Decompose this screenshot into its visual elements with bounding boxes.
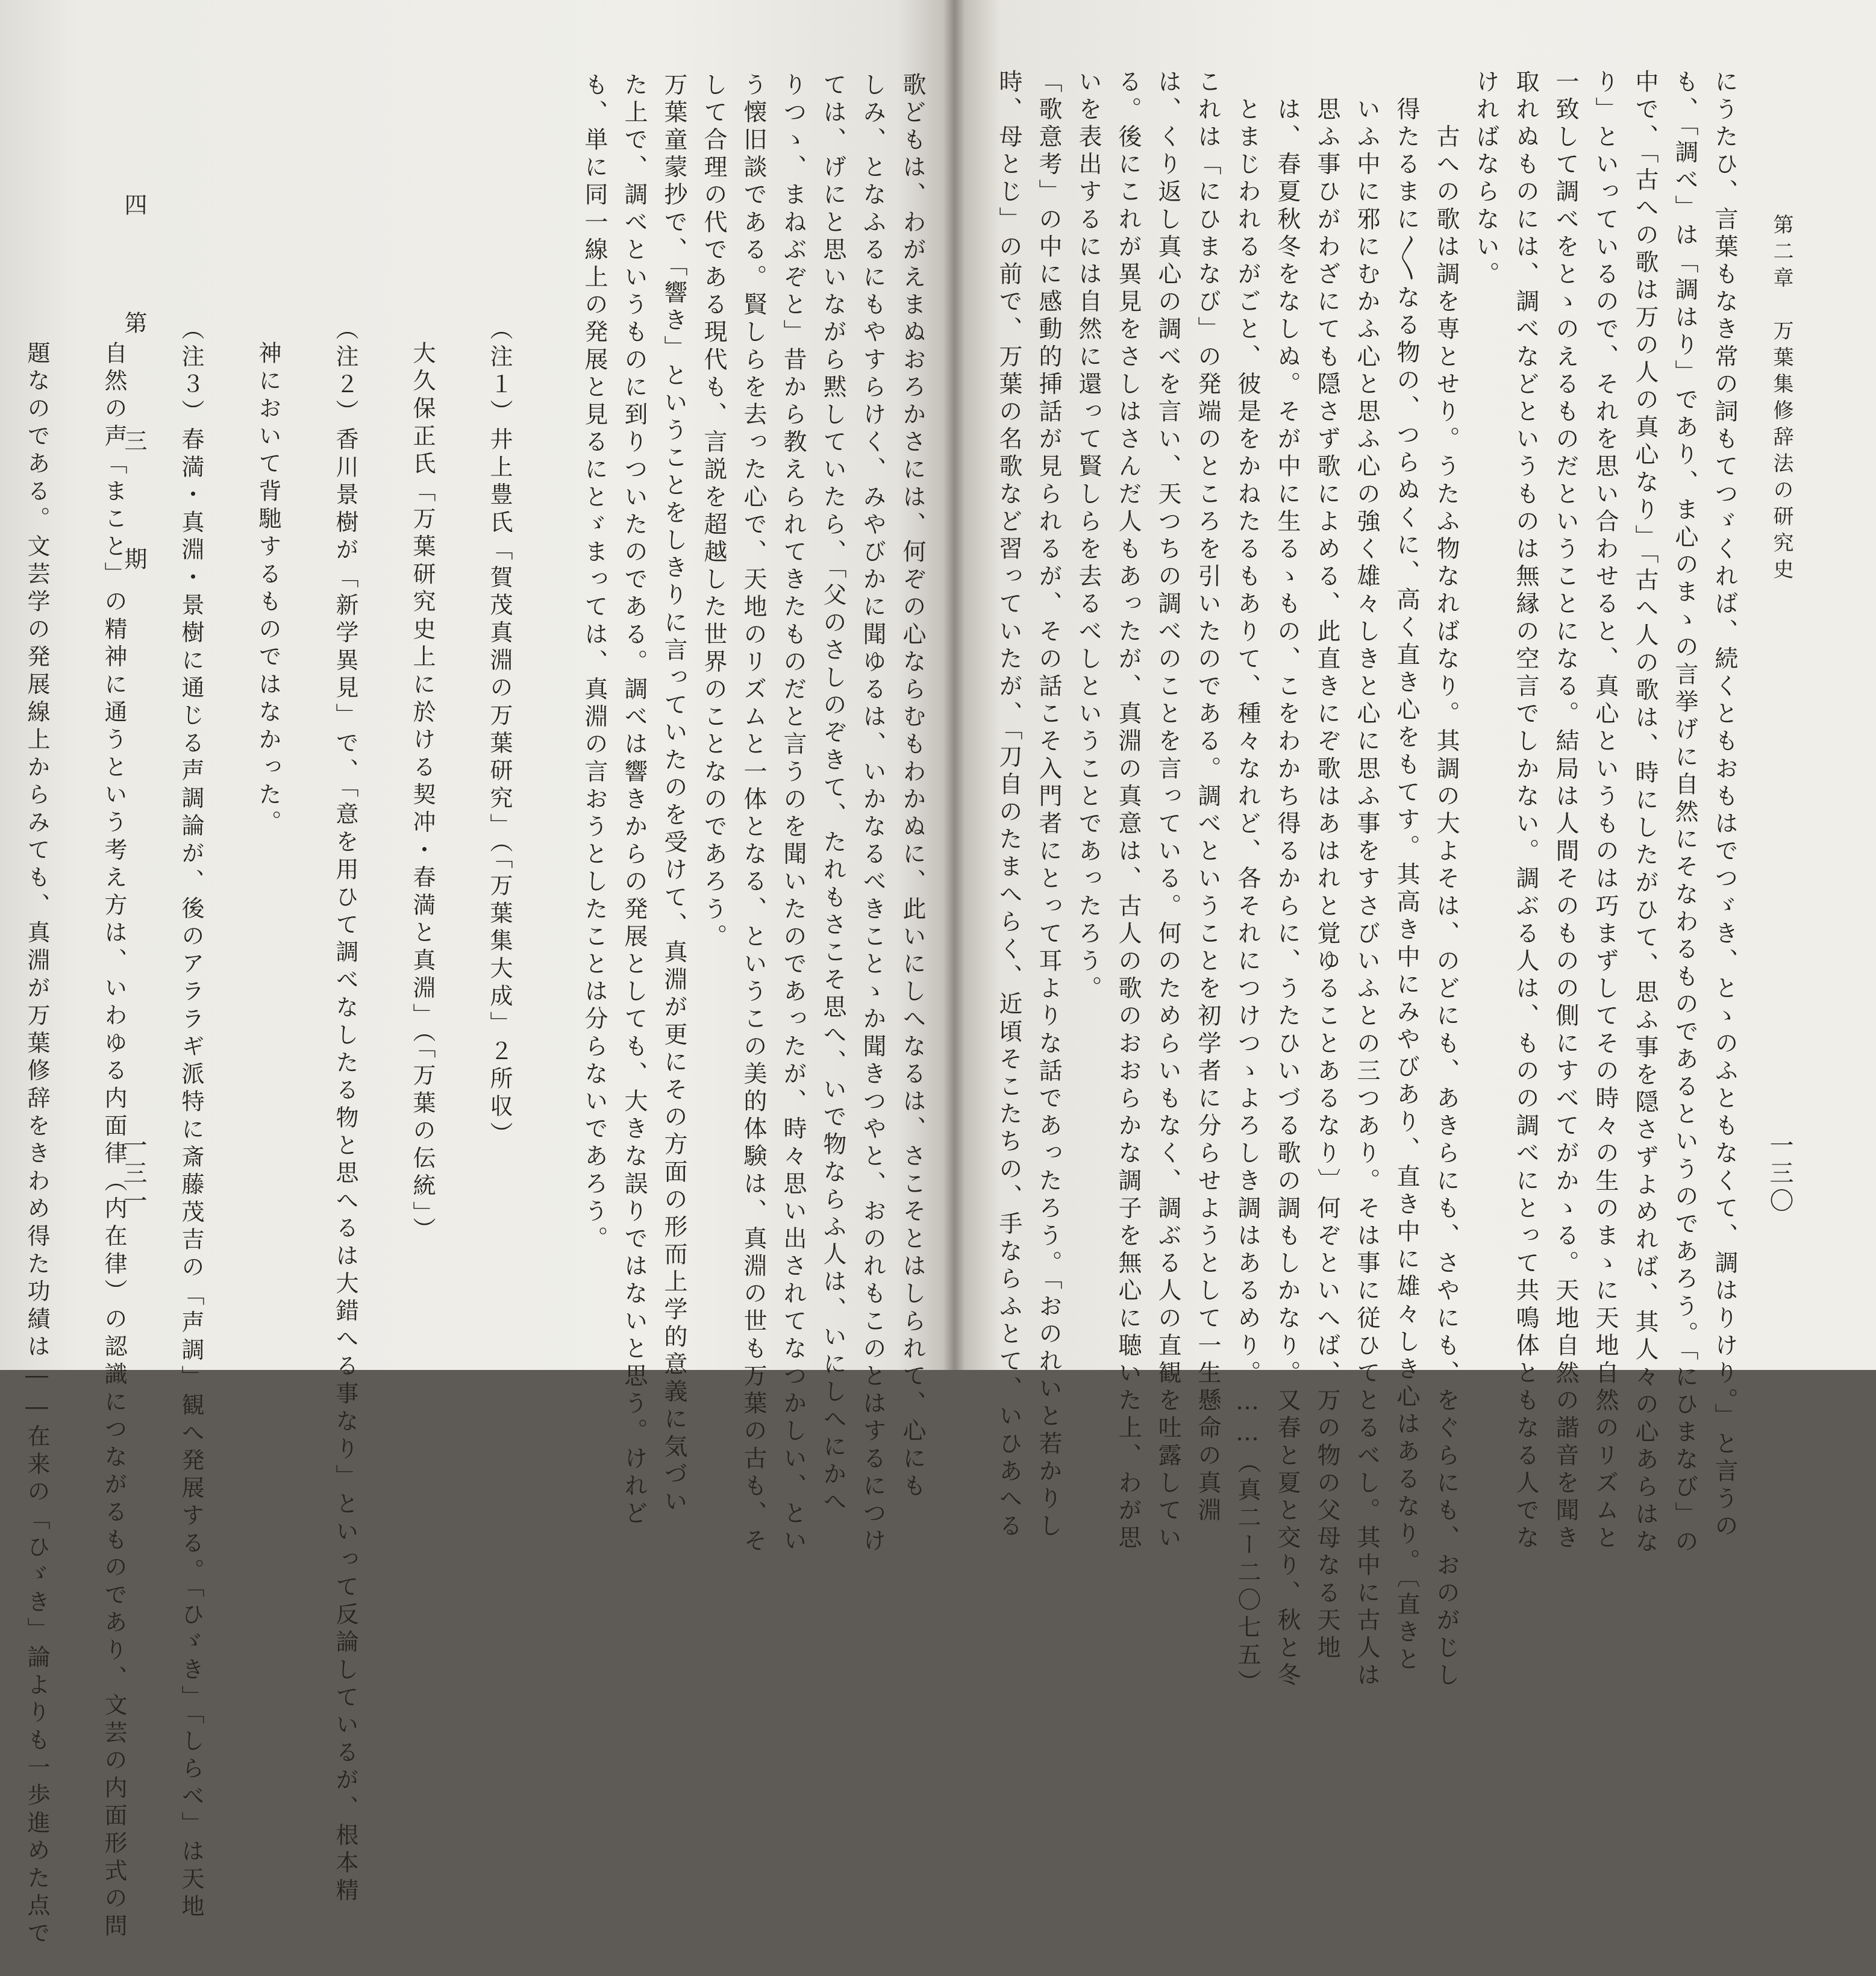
page-number: 一三一 [119, 1133, 147, 1216]
footnote-line: 自然の声「まこと」の精神に通うという考え方は、いわゆる内面律（内在律）の認識につながるものであり、文芸の内面形式の問 [101, 340, 127, 1942]
footnote-line: （注１）井上豊氏「賀茂真淵の万葉研究」（「万葉集大成」２所収） [486, 316, 513, 1149]
main-text: 歌どもは、わがえまぬおろかさには、何ぞの心ならむもわかぬに、此いにしへなるは、さこそとはしられて、心にも しみ、となふるにもやすらけく、みやびかに聞ゆるは、いかなるべきことゝか聞きつやと、おのれもこのとはするにつけ ては、げにと思いながら黙していたら、「父のさしのぞきて、たれもさこそ思へ、いで物ならふ人は、いにしへにかへ りつゝ、まねぶぞと」昔から教えられてきたものだと言うのを聞いたのであったが、時々思い出されてなつかしい、とい う懐旧談である。賢しらを去った心で、天地のリズムと一体となる、というこの美的体験は、真淵の世も万葉の古も、そ して合理の代である現代も、言説を超越した世界のことなのであろう。 万葉童蒙抄で、「響き」ということをしきりに言っていたのを受けて、真淵が更にその方面の形而上学的意義に気づい た上で、調べというものに到りついたのである。調べは響きからの発展としても、大きな誤りではないと思う。けれど も、単に同一線上の発展と見るにとゞまっては、真淵の言おうとしたことは分らないであろう。 [581, 72, 926, 1556]
footnote-line: 題なのである。文芸学の発展線上からみても、真淵が万葉修辞をきわめ得た功績は――在来の「ひゞき」論よりも一歩進めた点で [23, 340, 50, 1949]
footnote-line: （注２）香川景樹が「新学異見」で、「意を用ひて調べなしたる物と思へるは大錯へる事なり」といって反論しているが、根本精 [332, 316, 358, 1906]
main-text: にうたひ、言葉もなき常の詞もてつゞくれば、続くともおもはでつゞき、とゝのふともなくて、調はりけり。」と言うの も、「調べ」は「調はり」であり、ま心のまゝの言挙げに自然にそなわるものであるというのであろう。「にひまなび」の 中で、「古への歌は万の人の真心なり」「古へ人の歌は、時にしたがひて、思ふ事を隠さずよめれば、其人々の心あらはな り」といっているので、それを思い合わせると、真心というものは巧まずしてその時々の生のまゝに天地自然のリズムと 一致して調べをとゝのえるものだということになる。結局は人間そのものの側にすべてがかゝる。天地自然の諧音を聞き 取れぬものには、調べなどというものは無縁の空言でしかない。調ぶる人は、ものの調べにとって共鳴体ともなる人でな ければならない。 古への歌は調を専とせり。うたふ物なればなり。其調の大よそは、のどにも、あきらにも、さやにも、をぐらにも、おのがじし 得たるまに〳〵なる物の、つらぬくに、高く直き心をもてす。其高き中にみやびあり、直き中に雄々しき心はあるなり。〔直きと いふ中に邪にむかふ心と思ふ心の強く雄々しきと心に思ふ事をすさびいふとの三つあり。そは事に従ひてとるべし。其中に古人は 思ふ事ひがわざにても隠さず歌によめる、此直きにぞ歌はあはれと覚ゆることあるなり〕何ぞといへば、万の物の父母なる天地 は、春夏秋冬をなしぬ。そが中に生るゝもの、こをわかち得るからに、うたひいづる歌の調もしかなり。又春と夏と交り、秋と冬 とまじわれるがごと、彼是をかねたるもありて、種々なれど、各それにつけつゝよろしき調はあるめり。……（真二ー二〇七五） これは「にひまなび」の発端のところを引いたのである。調べということを初学者に分らせようとして一生懸命の真淵 は、くり返し真心の調べを言い、天つちの調べのことを言っている。何のためらいもなく、調ぶる人の直観を吐露してい る。後にこれが異見をさしはさんだ人もあったが、真淵の真意は、古人の歌のおおらかな調子を無心に聴いた上、わが思 いを表出するには自然に還って賢しらを去るべしということであったろう。 「歌意考」の中に感動的挿話が見られるが、その話こそ入門者にとって耳よりな話であったろう。「おのれいと若かりし 時、母とじ」の前で、万葉の名歌など習っていたが、「刀自のたまへらく、近頃そこたちの、手ならふとて、いひあへる [995, 69, 1738, 1698]
section-label: 四 第 三 期 [120, 193, 147, 606]
footnote-line: 神において背馳するものではなかった。 [255, 340, 281, 838]
footnote-line: 大久保正氏「万葉研究史上に於ける契冲・春満と真淵」（「万葉の伝統」） [409, 340, 436, 1245]
right-page [955, 0, 1876, 1698]
page-number: 一三〇 [1766, 1133, 1793, 1216]
running-head: 第二章 万葉集修辞法の研究史 [1769, 214, 1793, 585]
footnote-line: （注３）春満・真淵・景樹に通じる声調論が、後のアララギ派特に斎藤茂吉の「声調」観へ発展する。「ひゞき」「しらべ」は天地 [178, 316, 204, 1922]
book-gutter [943, 0, 965, 1370]
